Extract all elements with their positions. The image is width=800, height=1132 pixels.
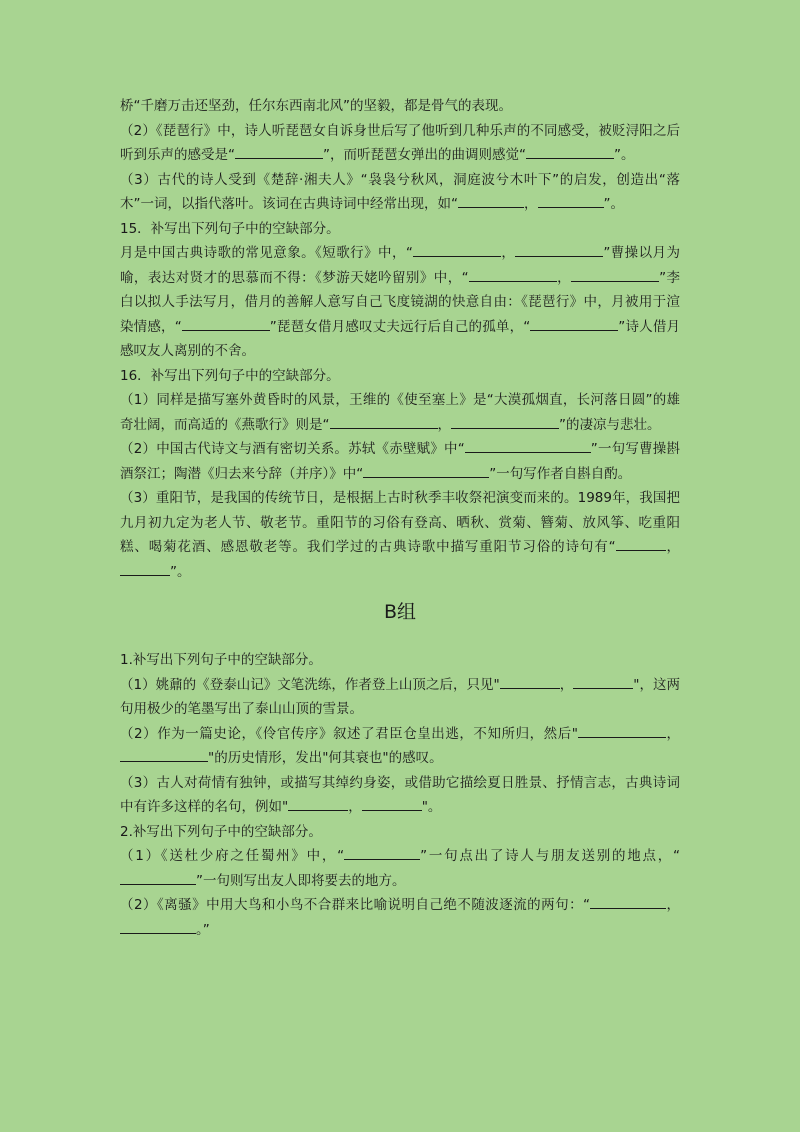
text: ”诗人借月感叹友人离别的不舍。: [120, 318, 681, 359]
text: ，: [665, 725, 680, 742]
text: ”一句点出了诗人与朋友送别的地点，“: [420, 848, 680, 864]
answer-blank[interactable]: [578, 723, 666, 738]
answer-blank[interactable]: [363, 463, 489, 478]
text: （1）姚鼐的《登泰山记》文笔洗练，作者登上山顶之后，只见": [120, 676, 500, 693]
b-question-1-1: [120, 673, 680, 722]
text: （3）古人对荷情有独钟，或描写其绰约身姿，或借助它描绘夏日胜景、抒情言志，古典诗词中有许多这样的名句，例如": [120, 774, 680, 815]
text: ，: [665, 539, 680, 555]
text: 桥“千磨万击还坚劲，任尔东西南北风”的坚毅，都是骨气的表现。: [120, 98, 512, 114]
text: ”。: [614, 147, 635, 163]
text: ”，而听琵琶女弹出的曲调则感觉“: [323, 147, 526, 163]
answer-blank[interactable]: [330, 414, 438, 429]
answer-blank[interactable]: [526, 144, 614, 159]
b-question-1-2: [120, 722, 680, 771]
question-16-1: [120, 388, 680, 437]
text: 2.补写出下列句子中的空缺部分。: [120, 823, 322, 840]
b-question-1-title: [120, 648, 680, 673]
text: "，这两句用极少的笔墨写出了泰山山顶的雪景。: [120, 676, 680, 717]
text: 月是中国古典诗歌的常见意象。《短歌行》中，“: [120, 245, 413, 261]
question-14-3: [120, 168, 680, 217]
question-16-3: [120, 486, 680, 584]
answer-blank[interactable]: [362, 796, 422, 811]
text: ，: [500, 245, 516, 261]
answer-blank[interactable]: [344, 845, 420, 860]
text: 。”: [196, 921, 210, 938]
text: ”李白以拟人手法写月，借月的善解人意写自己飞度镜湖的快意自由：《琵琶行》中，月被用于渲染情感，“: [120, 269, 680, 335]
text: ”。: [603, 196, 624, 212]
text: （2）中国古代诗文与酒有密切关系。苏轼《赤壁赋》中“: [120, 441, 465, 457]
answer-blank[interactable]: [530, 316, 618, 331]
text: "的历史情形，发出"何其衰也"的感叹。: [208, 750, 443, 766]
text: ”琵琶女借月感叹丈夫远行后自己的孤单，“: [269, 318, 531, 335]
answer-blank[interactable]: [458, 193, 524, 208]
text: ”一句写作者自斟自酌。: [489, 465, 632, 482]
answer-blank[interactable]: [288, 796, 348, 811]
b-question-2-1: [120, 844, 680, 893]
answer-blank[interactable]: [573, 674, 633, 689]
text: （1）同样是描写塞外黄昏时的风景，王维的《使至塞上》是“大漠孤烟直，长河落日圆”的雄奇壮阔，而高适的《燕歌行》则是“: [120, 392, 680, 433]
text: ，: [556, 269, 572, 286]
answer-blank[interactable]: [616, 536, 666, 551]
text: （1）《送杜少府之任蜀州》中，“: [120, 848, 345, 864]
text: ”曹操以月为喻，表达对贤才的思慕而不得：《梦游天姥吟留别》中，“: [120, 245, 680, 286]
text: （2）《离骚》中用大鸟和小鸟不合群来比喻说明自己绝不随波逐流的两句：“: [120, 897, 591, 913]
text: （3）重阳节，是我国的传统节日，是根据上古时秋季丰收祭祀演变而来的。1989年，我国把九月初九定为老人节、敬老节。重阳节的习俗有登高、晒秋、赏菊、簪菊、放风筝、吃重阳糕、喝菊花酒、感恩敬老等。我们学过的古典诗歌中描写重阳节习俗的诗句有“: [120, 490, 680, 555]
text: ，: [559, 676, 574, 693]
text: （2）《琵琶行》中，诗人听琵琶女自诉身世后写了他听到几种乐声的不同感受，被贬浔阳之后听到乐声的感受是“: [120, 122, 680, 163]
text: 1.补写出下列句子中的空缺部分。: [120, 652, 322, 668]
text: ”一句写曹操斟酒祭江；陶潜《归去来兮辞（并序）》中“: [120, 441, 680, 482]
text: ”一句则写出友人即将要去的地方。: [196, 872, 406, 889]
b-question-1-3: [120, 771, 680, 820]
text: ，: [437, 416, 451, 433]
text: ”。: [170, 563, 191, 580]
section-b-heading: B组: [383, 601, 417, 623]
answer-blank[interactable]: [451, 414, 559, 429]
answer-blank[interactable]: [182, 316, 270, 331]
text: （2）作为一篇史论，《伶官传序》叙述了君臣仓皇出逃，不知所归，然后": [120, 725, 578, 742]
text: 16．补写出下列句子中的空缺部分。: [120, 367, 340, 384]
document-content: [120, 94, 680, 942]
question-15-body: [120, 241, 680, 364]
question-16-2: [120, 437, 680, 486]
b-question-2-2: [120, 893, 680, 942]
paragraph-continuation: [120, 94, 680, 119]
answer-blank[interactable]: [500, 674, 560, 689]
b-question-2-title: [120, 820, 680, 845]
answer-blank[interactable]: [515, 242, 603, 257]
answer-blank[interactable]: [571, 267, 659, 282]
answer-blank[interactable]: [120, 561, 170, 576]
answer-blank[interactable]: [120, 919, 196, 934]
text: "。: [421, 799, 442, 815]
question-14-2: [120, 119, 680, 168]
text: ，: [348, 799, 362, 815]
text: 15．补写出下列句子中的空缺部分。: [120, 220, 340, 237]
answer-blank[interactable]: [465, 438, 591, 453]
answer-blank[interactable]: [469, 267, 557, 282]
answer-blank[interactable]: [590, 894, 666, 909]
answer-blank[interactable]: [538, 193, 604, 208]
text: ，: [524, 196, 538, 212]
answer-blank[interactable]: [120, 747, 208, 762]
text: （3）古代的诗人受到《楚辞·湘夫人》“袅袅兮秋风，洞庭波兮木叶下”的启发，创造出“落木”一词，以指代落叶。该词在古典诗词中经常出现，如“: [120, 171, 680, 212]
text: ，: [666, 897, 680, 913]
answer-blank[interactable]: [413, 242, 501, 257]
answer-blank[interactable]: [120, 870, 196, 885]
question-15-title: [120, 217, 680, 242]
question-16-title: [120, 364, 680, 389]
text: ”的凄凉与悲壮。: [559, 416, 661, 433]
answer-blank[interactable]: [235, 144, 323, 159]
